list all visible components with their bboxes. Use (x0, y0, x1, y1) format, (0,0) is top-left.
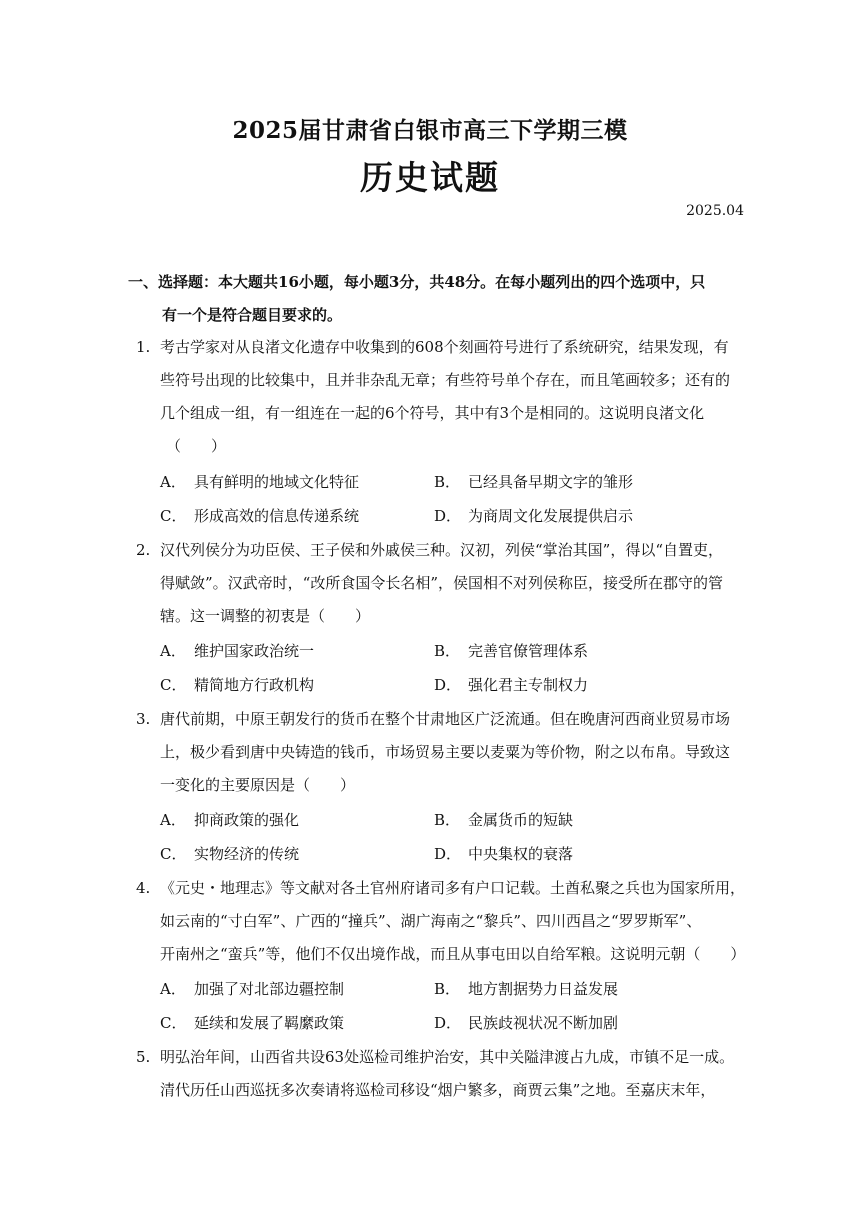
option-b: B． 已经具备早期文字的雏形 (434, 473, 634, 491)
option-a: A． 抑商政策的强化 (160, 811, 300, 829)
question-text-line: 明弘治年间，山西省共设63处巡检司维护治安，其中关隘津渡占九成，市镇不足一成。 (160, 1048, 735, 1066)
question-3 (136, 703, 736, 802)
question-text-line: 清代历任山西巡抚多次奏请将巡检司移设“烟户繁多，商贾云集”之地。至嘉庆末年， (160, 1081, 716, 1099)
question-text-line: 汉代列侯分为功臣侯、王子侯和外戚侯三种。汉初，列侯“掌治其国”，得以“自置吏， (160, 541, 724, 559)
section-heading-line: 一、选择题：本大题共16小题，每小题3分，共48分。在每小题列出的四个选项中，只 (128, 273, 706, 291)
option-c: C． 精简地方行政机构 (160, 676, 315, 694)
question-text-line: 唐代前期，中原王朝发行的货币在整个甘肃地区广泛流通。但在晚唐河西商业贸易市场 (160, 710, 731, 728)
question-text-line: 考古学家对从良渚文化遗存中收集到的608个刻画符号进行了系统研究，结果发现，有 (160, 338, 729, 356)
option-d: D． 中央集权的衰落 (434, 845, 574, 863)
question-text-line: 辖。这一调整的初衷是（ ） (160, 607, 371, 625)
option-c: C． 实物经济的传统 (160, 845, 300, 863)
question-text-line: 如云南的“寸白军”、广西的“撞兵”、湖广海南之“黎兵”、四川西昌之“罗罗斯军”、 (160, 912, 702, 930)
option-a: A． 加强了对北部边疆控制 (160, 980, 345, 998)
option-c: C． 延续和发展了羁縻政策 (160, 1014, 345, 1032)
option-a: A． 维护国家政治统一 (160, 642, 315, 660)
option-d: D． 民族歧视状况不断加剧 (434, 1014, 619, 1032)
question-text-line: 《元史・地理志》等文献对各土官州府诸司多有户口记载。土酋私聚之兵也为国家所用， (160, 879, 746, 897)
question-text-line: 几个组成一组，有一组连在一起的6个符号，其中有3个是相同的。这说明良渚文化 (160, 404, 705, 422)
question-number: 5. (136, 1048, 151, 1066)
question-4 (136, 872, 746, 971)
option-c: C． 形成高效的信息传递系统 (160, 507, 360, 525)
question-5 (136, 1041, 736, 1107)
question-1 (136, 331, 736, 463)
question-text-line: 些符号出现的比较集中，且并非杂乱无章；有些符号单个存在，而且笔画较多；还有的 (160, 371, 731, 389)
question-number: 4. (136, 879, 151, 897)
option-b: B． 完善官僚管理体系 (434, 642, 589, 660)
exam-title: 2025届甘肃省白银市高三下学期三模 (232, 117, 628, 144)
question-text-line: 上，极少看到唐中央铸造的钱币，市场贸易主要以麦粟为等价物，附之以布帛。导致这 (160, 743, 731, 761)
option-a: A． 具有鲜明的地域文化特征 (160, 473, 360, 491)
subject-title: 历史试题 (360, 158, 500, 197)
section-heading (128, 266, 736, 332)
section-heading-line: 有一个是符合题目要求的。 (162, 306, 343, 324)
question-2 (136, 534, 736, 633)
option-b: B． 金属货币的短缺 (434, 811, 574, 829)
question-number: 3. (136, 710, 151, 728)
question-text-line: 一变化的主要原因是（ ） (160, 776, 356, 794)
option-d: D． 强化君主专制权力 (434, 676, 589, 694)
exam-date: 2025.04 (686, 203, 744, 219)
option-b: B． 地方割据势力日益发展 (434, 980, 619, 998)
question-text-line: 开南州之“蛮兵”等，他们不仅出境作战，而且从事屯田以自给军粮。这说明元朝（ ） (160, 945, 746, 963)
option-d: D． 为商周文化发展提供启示 (434, 507, 634, 525)
question-text-line: 得赋敛”。汉武帝时，“改所食国令长名相”，侯国相不对列侯称臣，接受所在郡守的管 (160, 574, 724, 592)
answer-blank: （ ） (166, 437, 227, 455)
question-number: 1. (136, 338, 151, 356)
question-number: 2. (136, 541, 151, 559)
